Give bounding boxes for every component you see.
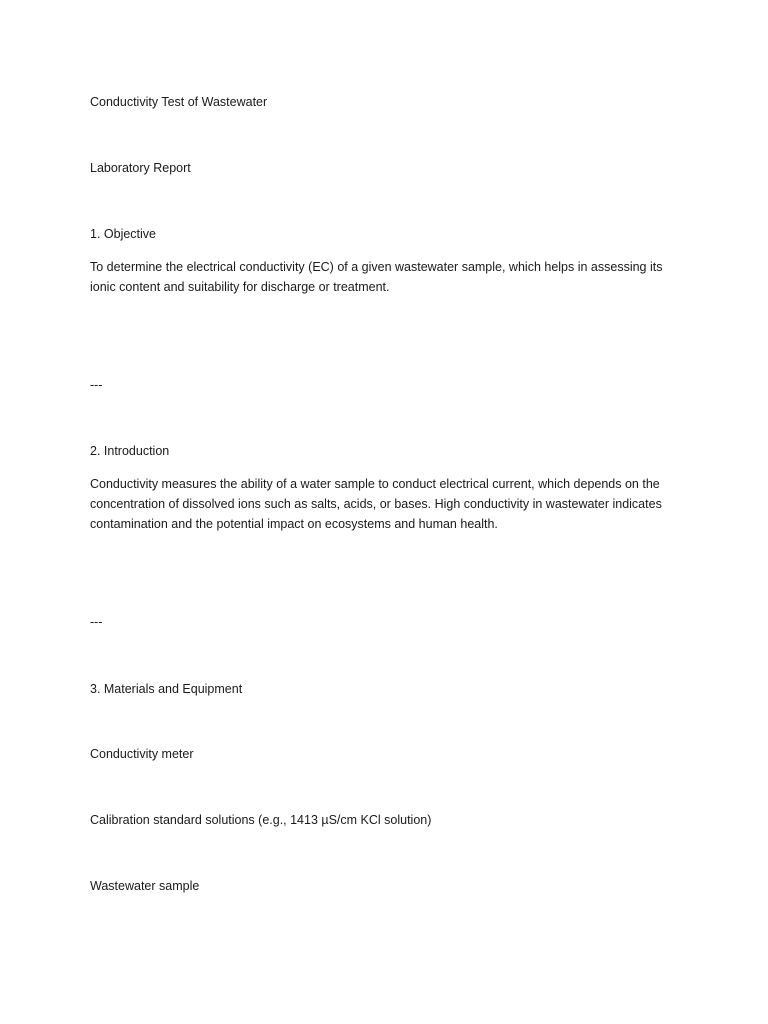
document-title: Conductivity Test of Wastewater [90, 95, 268, 109]
section-separator: --- [90, 615, 103, 629]
introduction-paragraph [90, 474, 690, 534]
materials-item: Wastewater sample [90, 879, 200, 893]
paragraph-line: ionic content and suitability for discharge or treatment. [90, 280, 390, 294]
objective-paragraph [90, 257, 690, 297]
paragraph-line: To determine the electrical conductivity (EC) of a given wastewater sample, which helps in assessing its [90, 260, 663, 274]
document-subtitle: Laboratory Report [90, 161, 191, 175]
section-heading-objective: 1. Objective [90, 227, 157, 241]
paragraph-line: concentration of dissolved ions such as salts, acids, or bases. High conductivity in wastewater indicates [90, 497, 662, 511]
materials-item: Calibration standard solutions (e.g., 1413 µS/cm KCl solution) [90, 813, 432, 827]
paragraph-line: contamination and the potential impact on ecosystems and human health. [90, 517, 498, 531]
paragraph-line: Conductivity measures the ability of a water sample to conduct electrical current, which depends on the [90, 477, 660, 491]
section-heading-materials: 3. Materials and Equipment [90, 682, 243, 696]
section-heading-introduction: 2. Introduction [90, 444, 170, 458]
materials-item: Conductivity meter [90, 747, 194, 761]
section-separator: --- [90, 378, 103, 392]
